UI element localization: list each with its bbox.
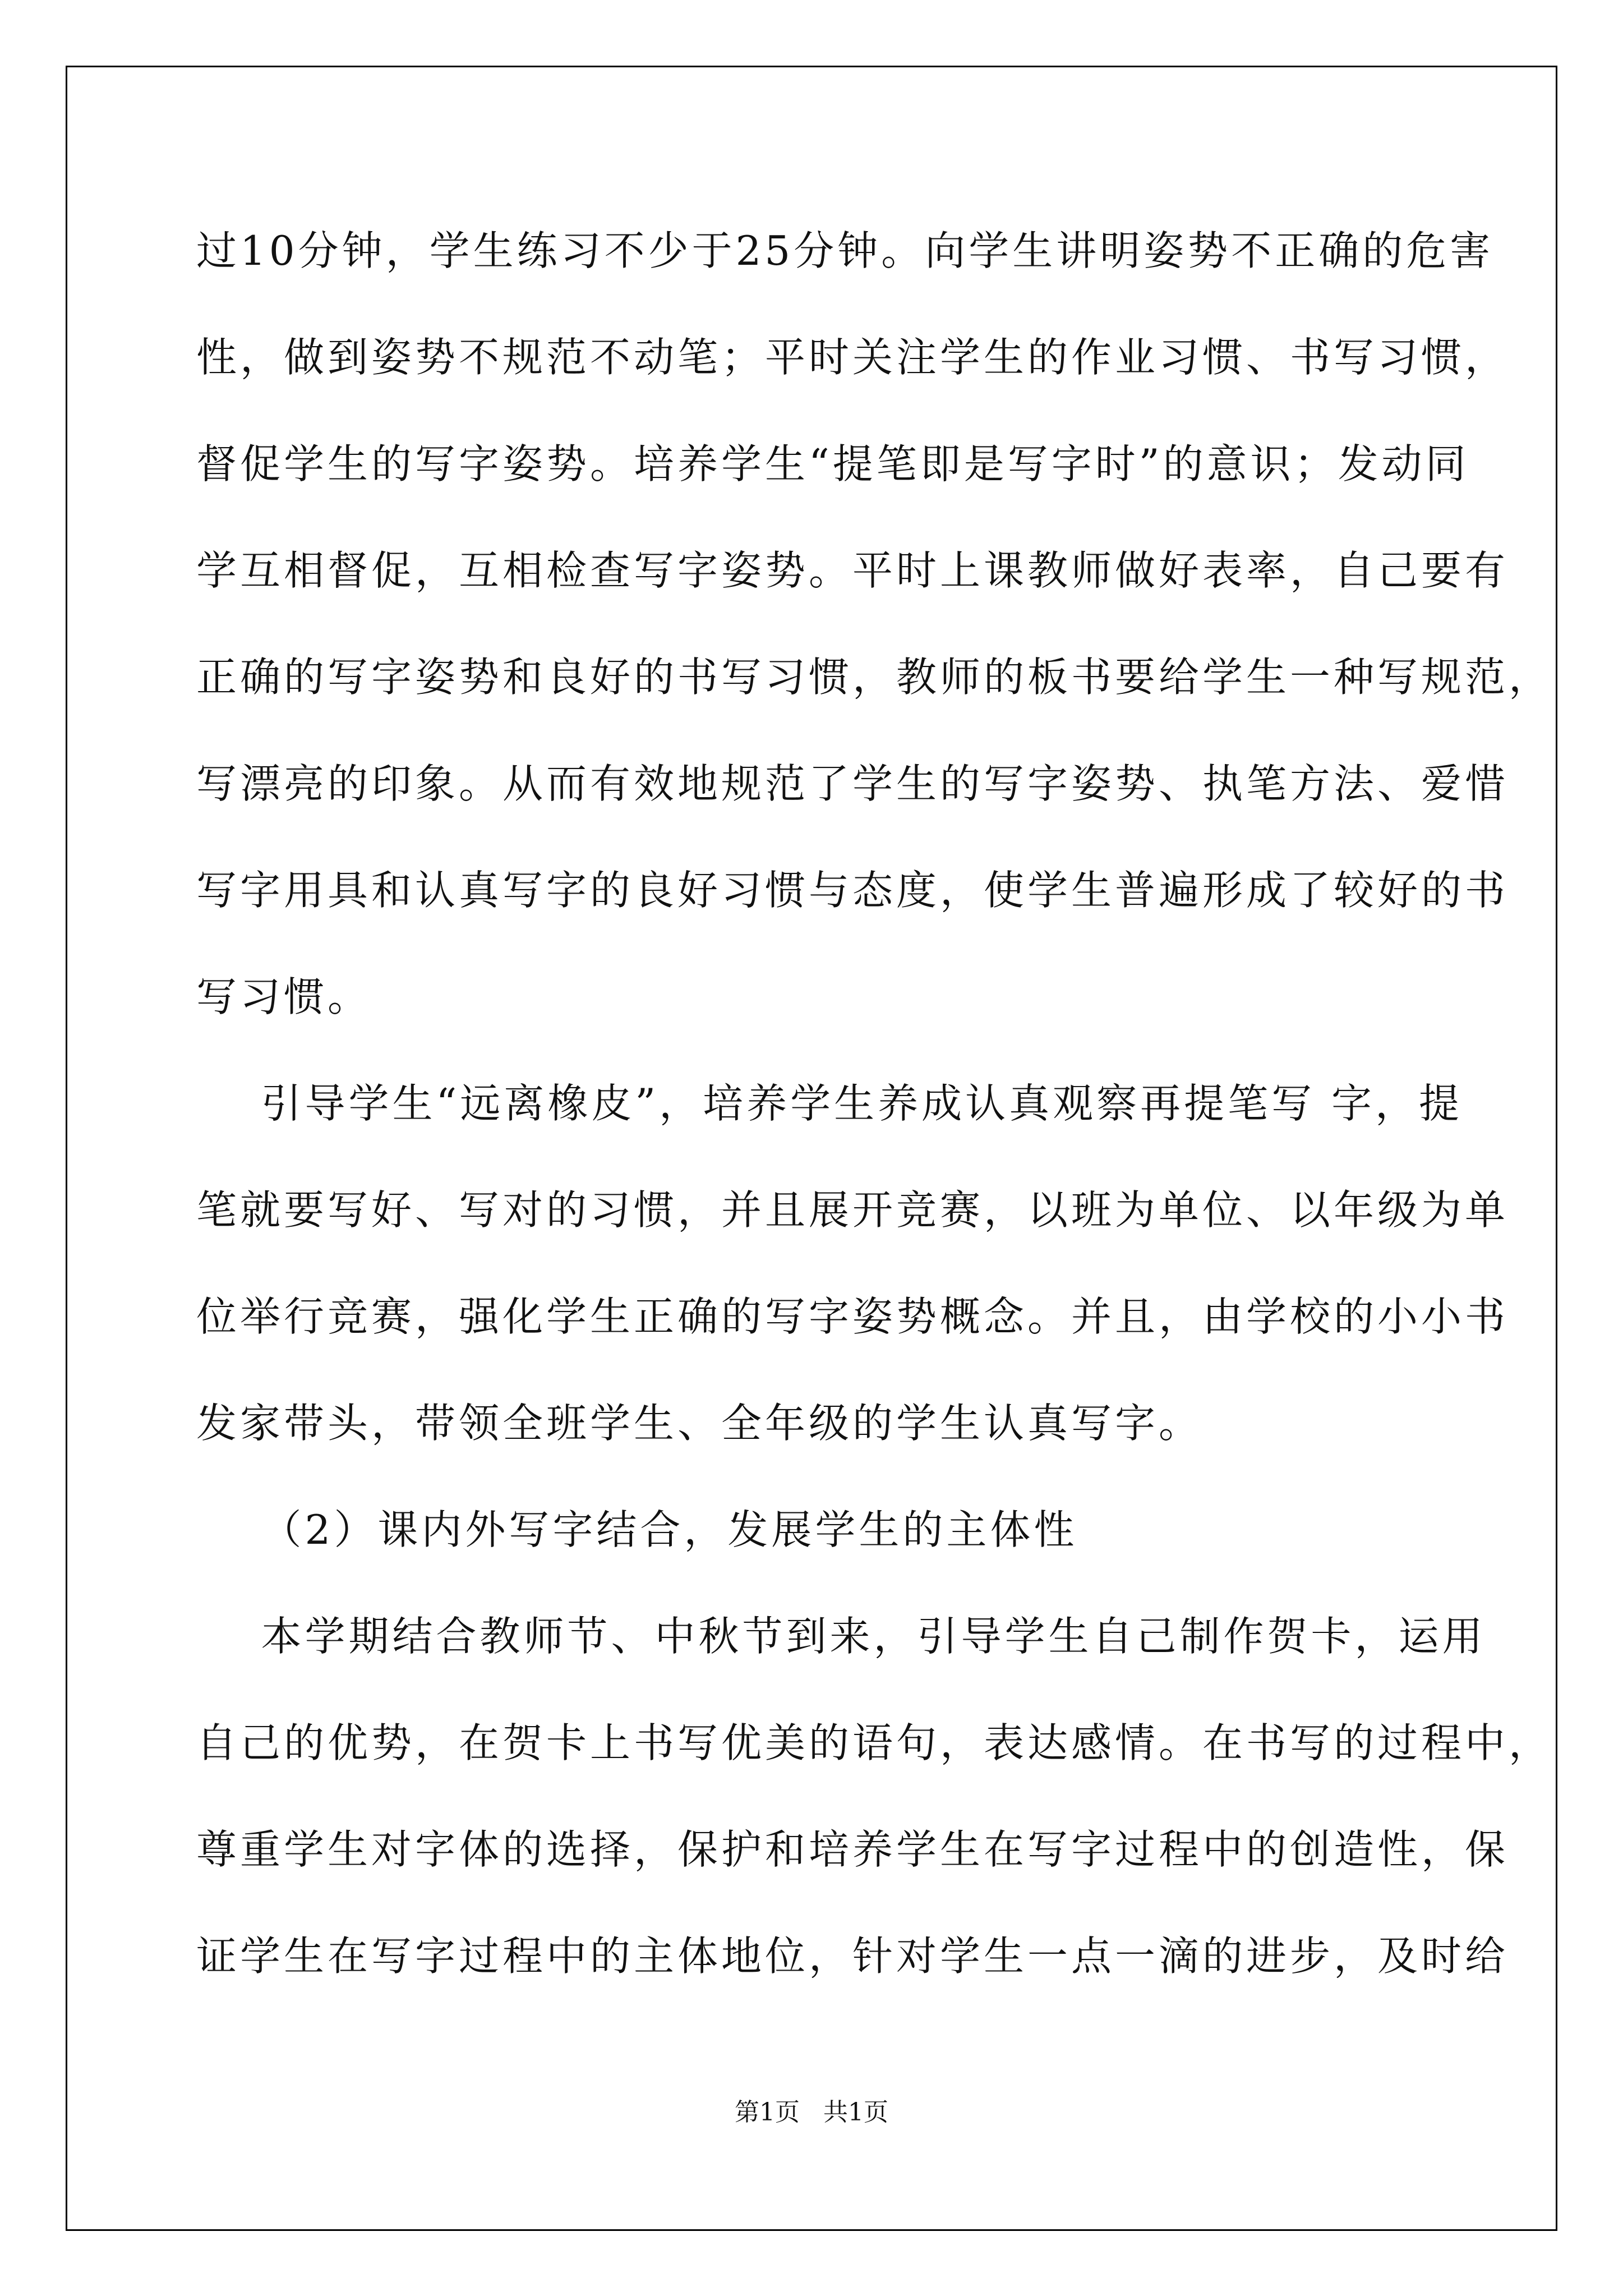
page-border	[66, 66, 1557, 2231]
text-line: 学互相督促，互相检查写字姿势。平时上课教师做好表率，自己要有	[196, 547, 1509, 594]
text-line: 位举行竞赛，强化学生正确的写字姿势概念。并且，由学校的小小书	[196, 1293, 1509, 1340]
text-line: 引导学生“远离橡皮”，培养学生养成认真观察再提笔写 字，提	[196, 1080, 1463, 1127]
text-line: 发家带头，带领全班学生、全年级的学生认真写字。	[196, 1400, 1203, 1447]
text-line: 正确的写字姿势和良好的书写习惯，教师的板书要给学生一种写规范，	[196, 654, 1553, 701]
text-line: 写习惯。	[196, 973, 372, 1020]
text-line: 写字用具和认真写字的良好习惯与态度，使学生普遍形成了较好的书	[196, 867, 1509, 914]
text-line: 过10分钟，学生练习不少于25分钟。向学生讲明姿势不正确的危害	[196, 227, 1494, 274]
text-line: 写漂亮的印象。从而有效地规范了学生的写字姿势、执笔方法、爱惜	[196, 760, 1509, 807]
text-line: 尊重学生对字体的选择，保护和培养学生在写字过程中的创造性，保	[196, 1826, 1509, 1873]
text-line: 督促学生的写字姿势。培养学生“提笔即是写字时”的意识；发动同	[196, 440, 1469, 487]
text-line: 自己的优势，在贺卡上书写优美的语句，表达感情。在书写的过程中，	[196, 1719, 1553, 1766]
text-line: 证学生在写字过程中的主体地位，针对学生一点一滴的进步，及时给	[196, 1932, 1509, 1980]
section-heading: （2）课内外写字结合，发展学生的主体性	[196, 1506, 1078, 1553]
text-line: 本学期结合教师节、中秋节到来，引导学生自己制作贺卡，运用	[196, 1613, 1486, 1660]
text-line: 笔就要写好、写对的习惯，并且展开竞赛，以班为单位、以年级为单	[196, 1186, 1509, 1234]
text-line: 性，做到姿势不规范不动笔；平时关注学生的作业习惯、书写习惯，	[196, 334, 1509, 381]
page-footer: 第1页 共1页	[735, 2098, 888, 2127]
